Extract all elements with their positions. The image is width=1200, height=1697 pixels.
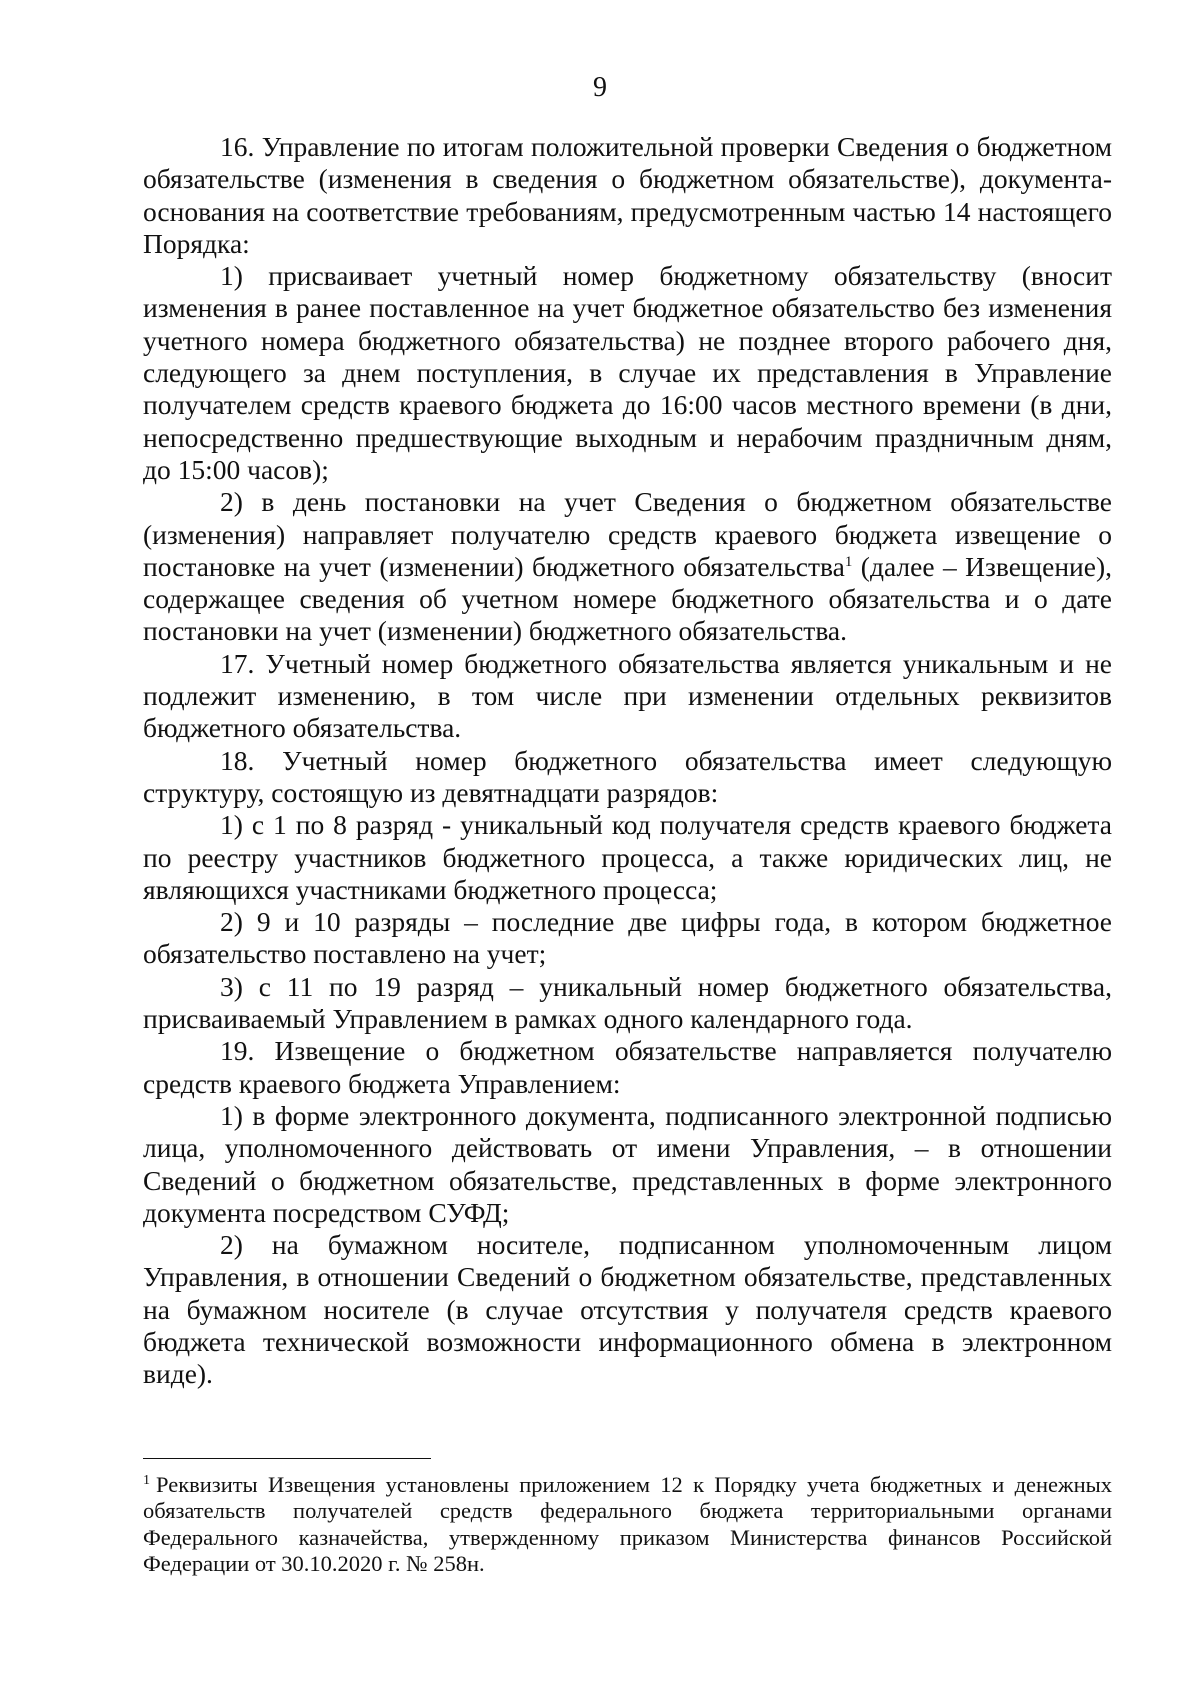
document-body [143,131,1112,1391]
paragraph-16-item-2 [143,486,1112,647]
paragraph-19-item-2: 2) на бумажном носителе, подписанном уполномоченным лицом Управления, в отношении Сведений о бюджетном обязательстве, представленных на бумажном носителе (в случае отсутствия у получателя средств краевого бюджета технической возможности информационного обмена в электронном виде). [143,1229,1112,1390]
paragraph-16-item-2-text: 2) в день постановки на учет Сведения о бюджетном обязательстве (изменения) направляет получателю средств краевого бюджета извещение о постановке на учет (изменении) бюджетного обязательства [143,486,1112,582]
paragraph-19-item-1: 1) в форме электронного документа, подписанного электронной подписью лица, уполномоченного действовать от имени Управления, – в отношении Сведений о бюджетном обязательстве, представленных в форме электронного документа посредством СУФД; [143,1099,1112,1228]
paragraph-16-item-2-text-continued: (далее – Извещение), содержащее сведения об учетном номере бюджетного обязательства и о дате постановки на учет (изменении) бюджетного обязательства. [143,550,1112,647]
paragraph-18-item-1: 1) с 1 по 8 разряд - уникальный код получателя средств краевого бюджета по реестру участников бюджетного процесса, а также юридических лиц, не являющихся участниками бюджетного процесса; [143,809,1112,905]
footnote-reference: 1 [844,553,853,570]
paragraph-16-item-1: 1) присваивает учетный номер бюджетному обязательству (вносит изменения в ранее поставленное на учет бюджетное обязательство без изменения учетного номера бюджетного обязательства) не позднее второго рабочего дня, следующего за днем поступления, в случае их представления в Управление получателем средств краевого бюджета до 16:00 часов местного времени (в дни, непосредственно предшествующие выходным и нерабочим праздничным дням, до 15:00 часов); [143,260,1112,485]
footnote-mark: 1 [143,1472,150,1488]
paragraph-19: 19. Извещение о бюджетном обязательстве направляется получателю средств краевого бюджета Управлением: [143,1035,1112,1099]
footnote-divider [143,1458,431,1459]
paragraph-18: 18. Учетный номер бюджетного обязательства имеет следующую структуру, состоящую из девятнадцати разрядов: [143,744,1112,808]
paragraph-16: 16. Управление по итогам положительной проверки Сведения о бюджетном обязательстве (изменения в сведения о бюджетном обязательстве), документа-основания на соответствие требованиям, предусмотренным частью 14 настоящего Порядка: [143,131,1112,259]
paragraph-18-item-2: 2) 9 и 10 разряды – последние две цифры года, в котором бюджетное обязательство поставлено на учет; [143,906,1112,970]
footnote-text: Реквизиты Извещения установлены приложением 12 к Порядку учета бюджетных и денежных обязательств получателей средств федерального бюджета территориальными органами Федерального казначейства, утвержденному приказом Министерства финансов Российской Федерации от 30.10.2020 г. № 258н. [143,1472,1112,1576]
footnote [143,1472,1112,1577]
paragraph-17: 17. Учетный номер бюджетного обязательства является уникальным и не подлежит изменению, в том числе при изменении отдельных реквизитов бюджетного обязательства. [143,647,1112,744]
paragraph-18-item-3: 3) с 11 по 19 разряд – уникальный номер бюджетного обязательства, присваиваемый Управлением в рамках одного календарного года. [143,970,1112,1035]
page-number: 9 [593,72,607,103]
